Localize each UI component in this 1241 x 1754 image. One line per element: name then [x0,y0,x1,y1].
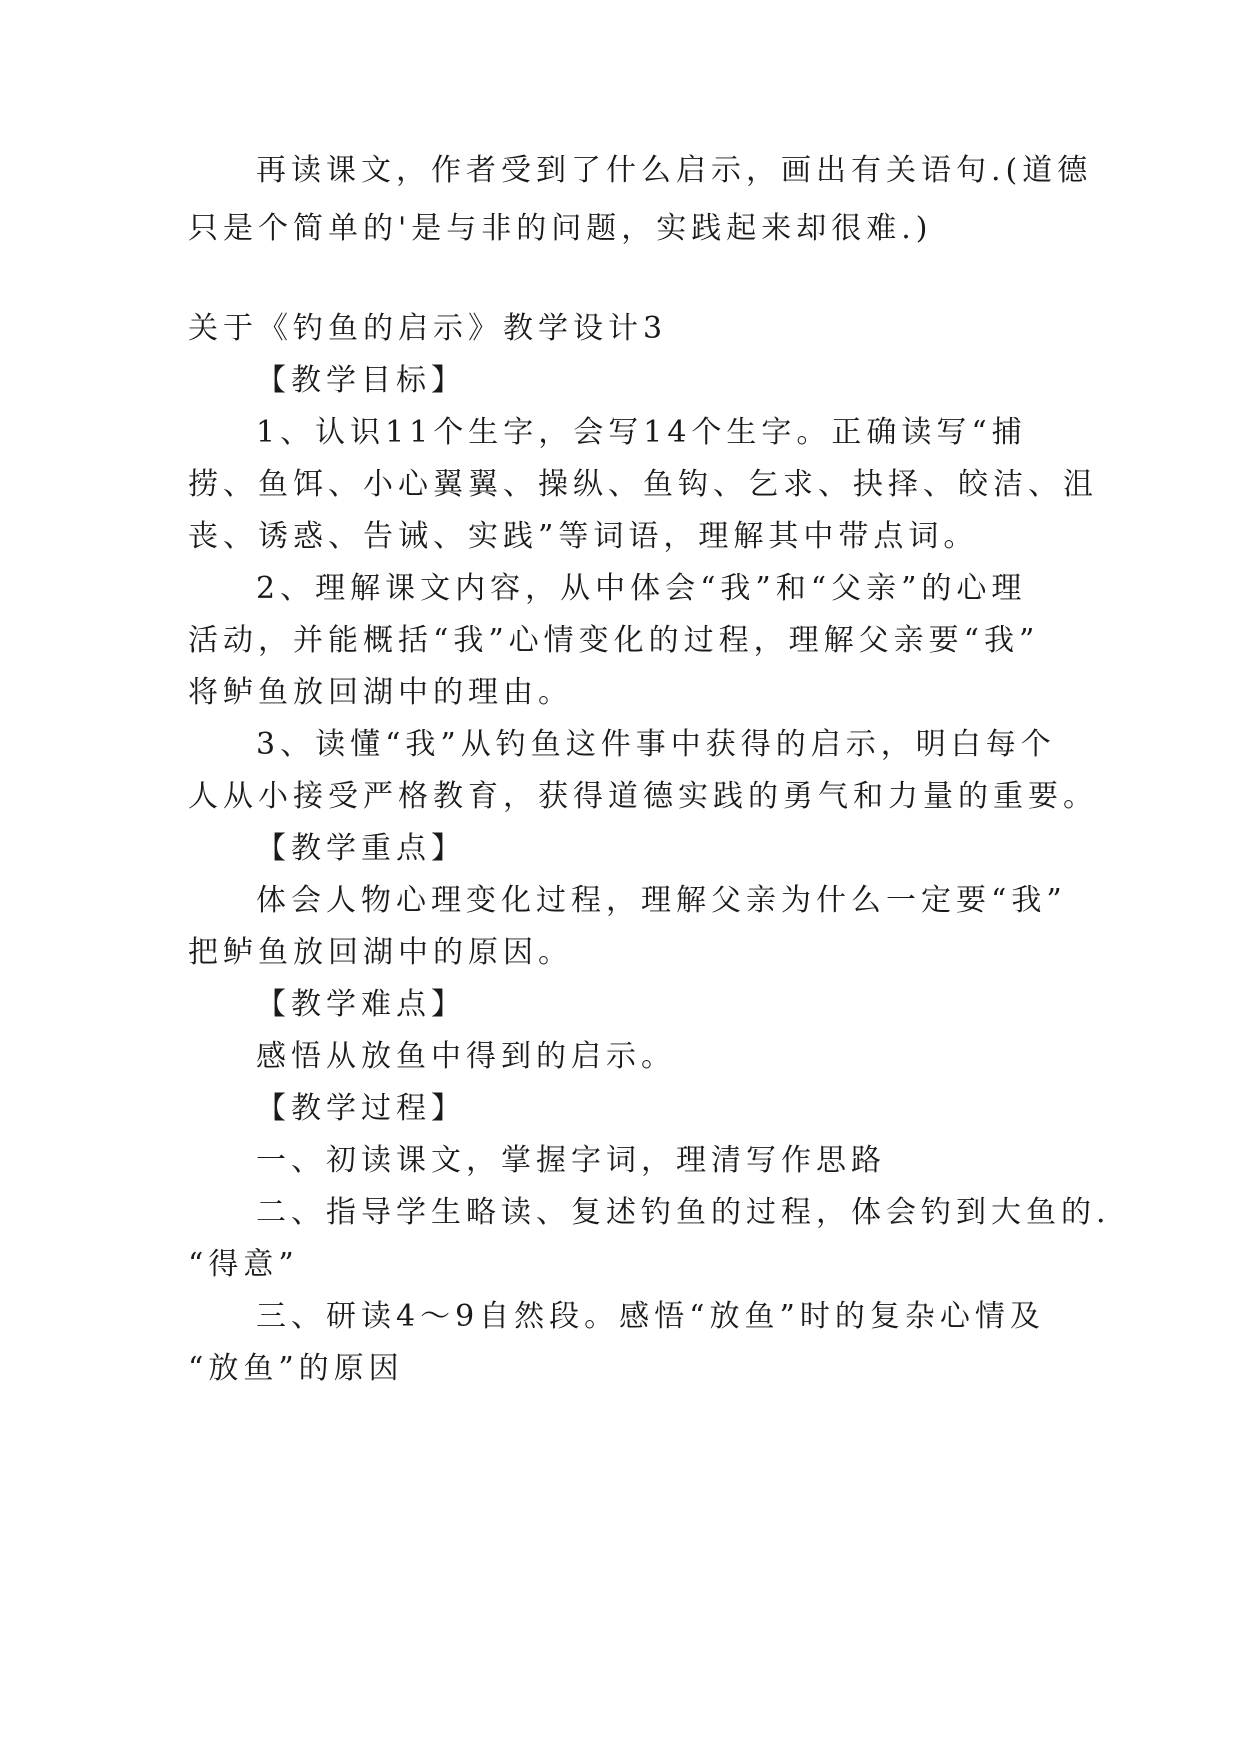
paragraph-line: 捞、鱼饵、小心翼翼、操纵、鱼钩、乞求、抉择、皎洁、沮 [188,467,1098,502]
paragraph-line: 活动，并能概括“我”心情变化的过程，理解父亲要“我” [188,623,1040,658]
paragraph-line: 体会人物心理变化过程，理解父亲为什么一定要“我” [256,883,1067,918]
paragraph-line: 2、理解课文内容，从中体会“我”和“父亲”的心理 [256,571,1027,606]
paragraph-line: 把鲈鱼放回湖中的原因。 [188,935,573,970]
paragraph-line: “得意” [188,1247,299,1282]
heading-teaching-objectives: 【教学目标】 [256,363,466,398]
heading-teaching-focus: 【教学重点】 [256,831,466,866]
paragraph-line: 一、初读课文，掌握字词，理清写作思路 [256,1143,886,1178]
paragraph-line: 丧、诱惑、告诫、实践”等词语，理解其中带点词。 [188,519,979,554]
paragraph-line: “放鱼”的原因 [188,1351,404,1386]
paragraph-line: 只是个简单的'是与非的问题，实践起来却很难.) [188,211,933,246]
paragraph-line: 二、指导学生略读、复述钓鱼的过程，体会钓到大鱼的. [256,1195,1111,1230]
paragraph-line: 再读课文，作者受到了什么启示，画出有关语句.(道德 [256,153,1093,188]
heading-teaching-difficulty: 【教学难点】 [256,987,466,1022]
paragraph-line: 3、读懂“我”从钓鱼这件事中获得的启示，明白每个 [256,727,1056,762]
paragraph-line: 将鲈鱼放回湖中的理由。 [188,675,573,710]
paragraph-line: 三、研读4～9自然段。感悟“放鱼”时的复杂心情及 [256,1299,1045,1334]
paragraph-line: 1、认识11个生字，会写14个生字。正确读写“捕 [256,415,1027,450]
section-title: 关于《钓鱼的启示》教学设计3 [188,311,668,346]
heading-teaching-process: 【教学过程】 [256,1091,466,1126]
paragraph-line: 感悟从放鱼中得到的启示。 [256,1039,676,1074]
paragraph-line: 人从小接受严格教育，获得道德实践的勇气和力量的重要。 [188,779,1098,814]
